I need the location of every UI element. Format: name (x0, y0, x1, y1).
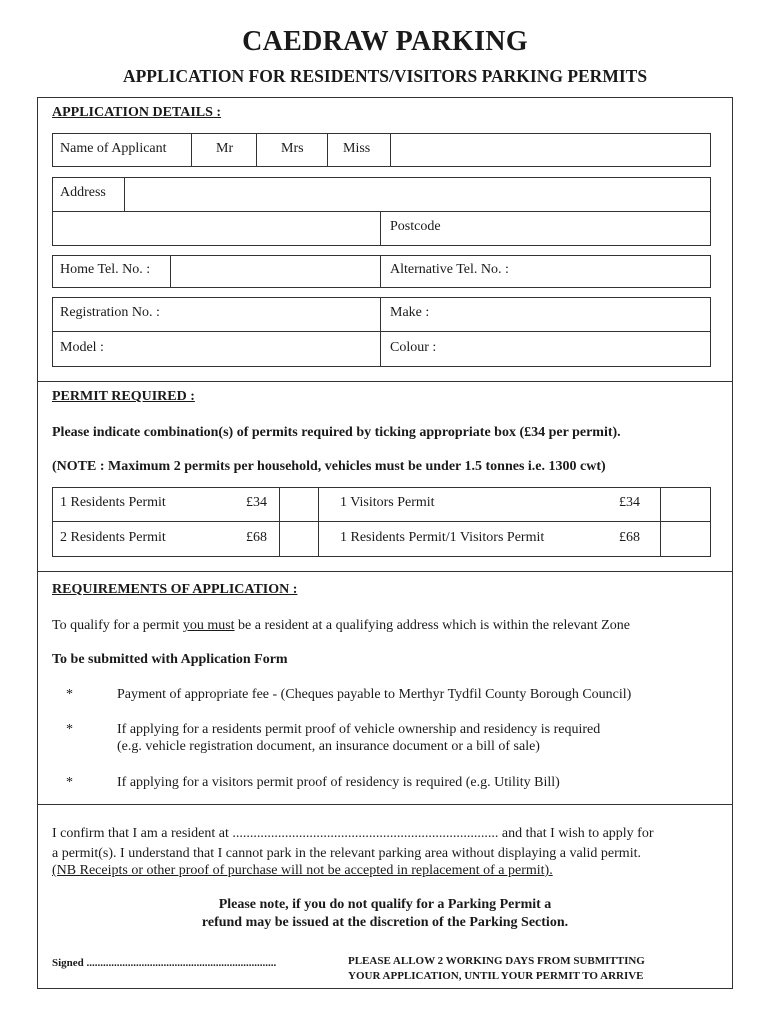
address-field[interactable] (126, 179, 709, 209)
requirement-item-continuation: (e.g. vehicle registration document, an insurance document or a bill of sale) (117, 739, 540, 754)
bullet: * (66, 722, 73, 737)
colour-label: Colour : (390, 340, 437, 355)
postcode-label: Postcode (390, 219, 441, 234)
permit-option-label: 2 Residents Permit (60, 530, 166, 545)
permit-option-price: £68 (619, 530, 640, 545)
processing-notice-line-1: PLEASE ALLOW 2 WORKING DAYS FROM SUBMITTING (348, 955, 645, 967)
name-of-applicant-label: Name of Applicant (60, 141, 167, 156)
registration-label: Registration No. : (60, 305, 160, 320)
title-mrs-option[interactable]: Mrs (281, 141, 304, 156)
permit-option-label: 1 Residents Permit/1 Visitors Permit (340, 530, 545, 545)
processing-notice-line-2: YOUR APPLICATION, UNTIL YOUR PERMIT TO ARRIVE (348, 970, 644, 982)
refund-notice-line-1: Please note, if you do not qualify for a Parking Permit a (218, 897, 552, 912)
title-miss-option[interactable]: Miss (343, 141, 371, 156)
home-tel-field[interactable] (172, 257, 378, 286)
requirement-item: If applying for a visitors permit proof of residency is required (e.g. Utility Bill) (117, 775, 560, 790)
declaration-line-3: (NB Receipts or other proof of purchase will not be accepted in replacement of a permit). (52, 863, 553, 878)
permit-note: (NOTE : Maximum 2 permits per household, vehicles must be under 1.5 tonnes i.e. 1300 cwt) (52, 459, 606, 474)
applicant-name-field[interactable] (392, 135, 709, 165)
tick-box-1-residents[interactable] (281, 489, 317, 520)
refund-notice-line-2: refund may be issued at the discretion of the Parking Section. (201, 915, 569, 930)
permit-option-label: 1 Visitors Permit (340, 495, 435, 510)
tick-box-1-visitors[interactable] (662, 489, 710, 520)
make-label: Make : (390, 305, 430, 320)
bullet: * (66, 775, 73, 790)
address-label: Address (60, 185, 106, 200)
requirements-heading: REQUIREMENTS OF APPLICATION : (52, 582, 298, 597)
requirement-item: If applying for a residents permit proof of vehicle ownership and residency is required (117, 722, 601, 737)
permit-option-price: £68 (246, 530, 267, 545)
submit-heading: To be submitted with Application Form (52, 652, 288, 667)
permit-required-heading: PERMIT REQUIRED : (52, 389, 195, 404)
alternative-tel-label: Alternative Tel. No. : (390, 262, 509, 277)
model-label: Model : (60, 340, 104, 355)
bullet: * (66, 687, 73, 702)
page-subtitle: APPLICATION FOR RESIDENTS/VISITORS PARKING PERMITS (122, 66, 648, 86)
qualify-statement: To qualify for a permit you must be a resident at a qualifying address which is within the relevant Zone (52, 618, 630, 633)
tick-box-2-residents[interactable] (281, 523, 317, 555)
declaration-line-2: a permit(s). I understand that I cannot park in the relevant parking area without displaying a valid permit. (52, 846, 641, 861)
permit-option-label: 1 Residents Permit (60, 495, 166, 510)
address-line-2-field[interactable] (54, 213, 378, 244)
tick-box-residents-visitors[interactable] (662, 523, 710, 555)
permit-option-price: £34 (619, 495, 640, 510)
title-mr-option[interactable]: Mr (216, 141, 234, 156)
permit-instruction: Please indicate combination(s) of permits required by ticking appropriate box (£34 per permit). (52, 425, 621, 440)
telephone-row (52, 255, 711, 288)
signature-line[interactable]: Signed ..................................................................... (52, 957, 277, 969)
declaration-line-1: I confirm that I am a resident at ............................................................................ and that I wish to apply for (52, 826, 654, 841)
page-title: CAEDRAW PARKING (242, 26, 528, 57)
home-tel-label: Home Tel. No. : (60, 262, 151, 277)
permit-option-price: £34 (246, 495, 267, 510)
requirement-item: Payment of appropriate fee - (Cheques payable to Merthyr Tydfil County Borough Council) (117, 687, 632, 702)
application-details-heading: APPLICATION DETAILS : (52, 105, 222, 120)
